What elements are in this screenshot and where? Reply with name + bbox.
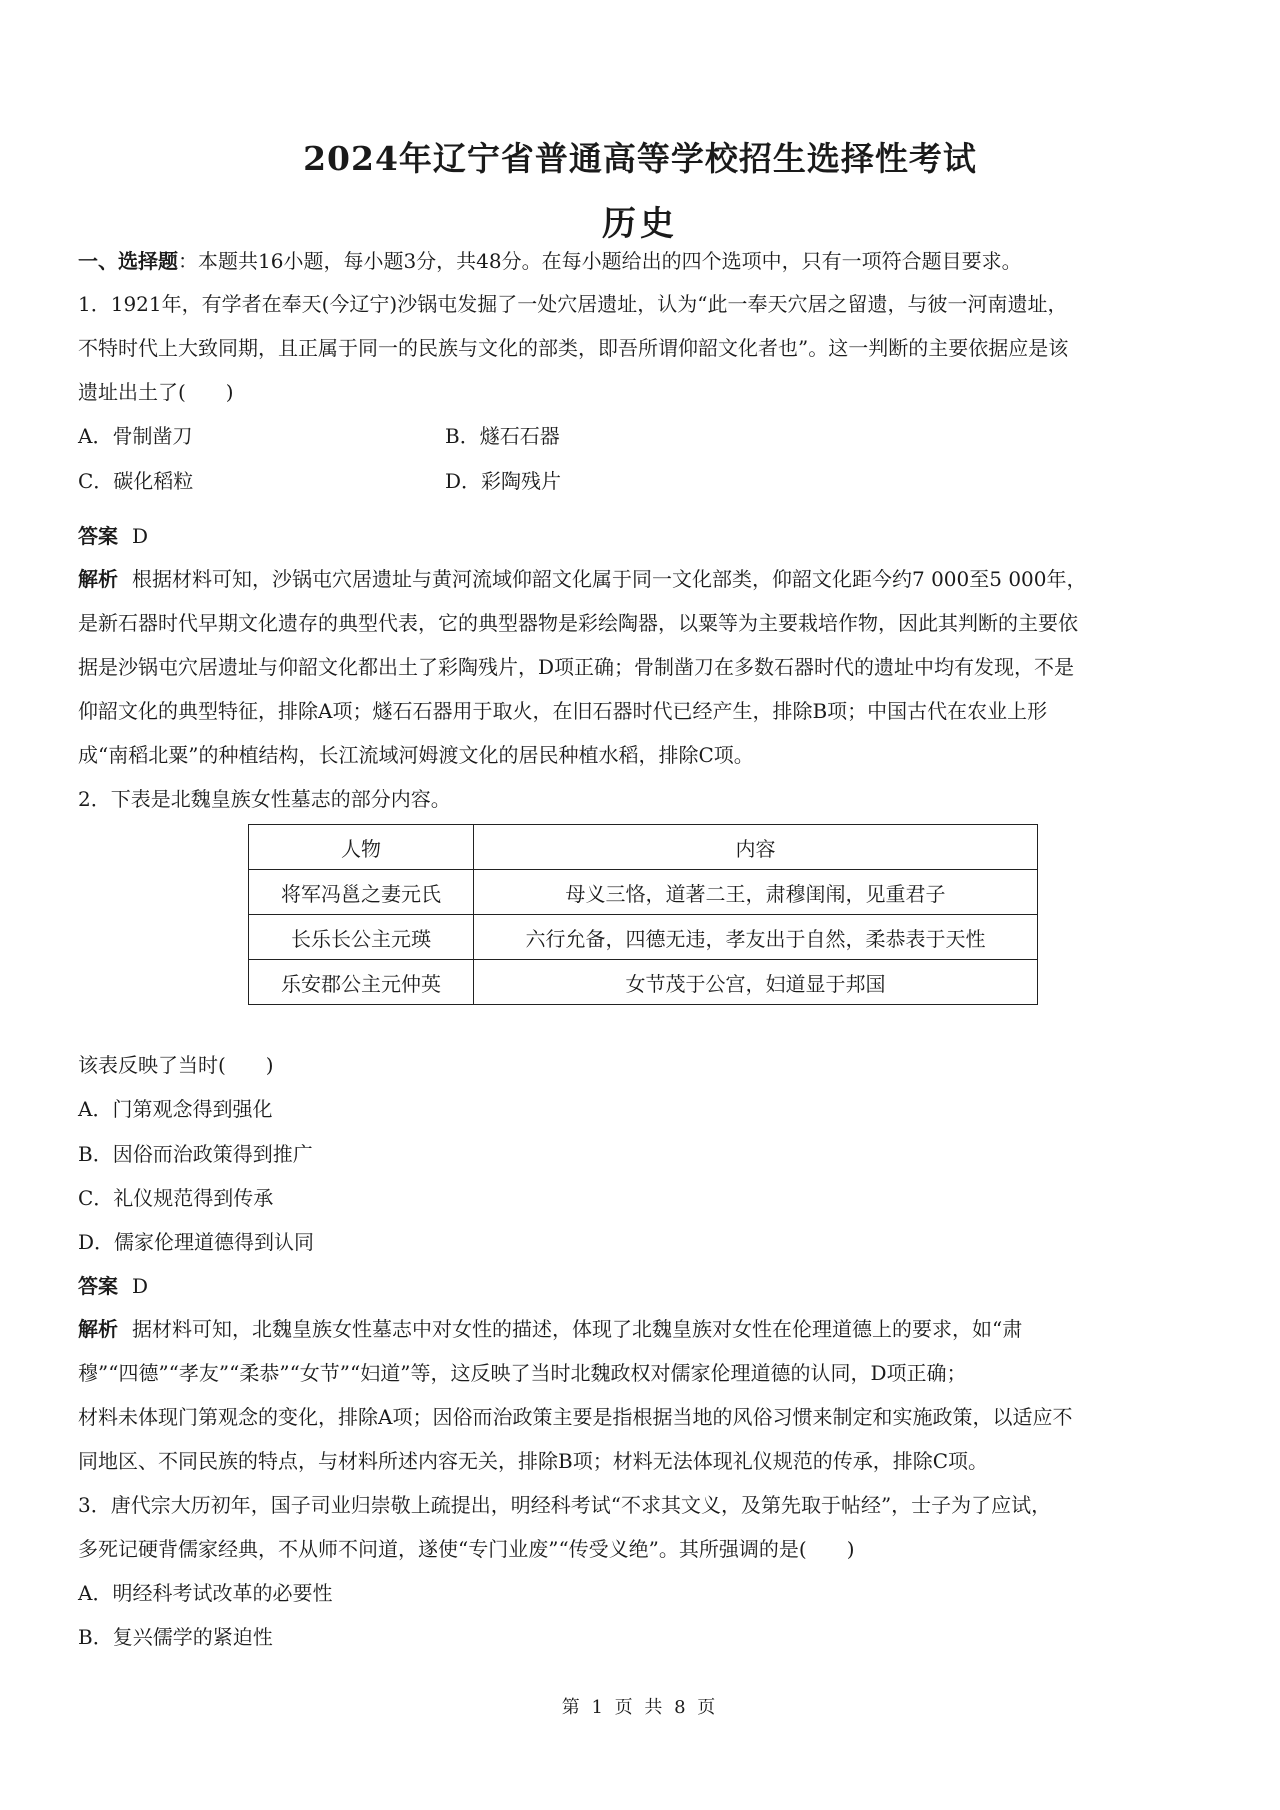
table-cell: 母义三恪，道著二王，肃穆闺闱，见重君子 bbox=[474, 870, 1038, 915]
q1-analysis-line-1 bbox=[78, 565, 1208, 593]
q1-option-d: D．彩陶残片 bbox=[445, 469, 562, 493]
section-instructions bbox=[78, 247, 1208, 275]
q2-option-a: A．门第观念得到强化 bbox=[78, 1097, 273, 1121]
q1-answer-value: D bbox=[132, 524, 149, 548]
q2-analysis-line-3: 材料未体现门第观念的变化，排除A项；因俗而治政策主要是指根据当地的风俗习惯来制定和实施政策，以适应不 bbox=[78, 1405, 1073, 1429]
table-row bbox=[249, 870, 1038, 915]
q3-stem-line-1: 3．唐代宗大历初年，国子司业归崇敬上疏提出，明经科考试“不求其文义，及第先取于帖经”，士子为了应试， bbox=[78, 1493, 1052, 1517]
table-cell: 女节茂于公宫，妇道显于邦国 bbox=[474, 960, 1038, 1005]
q1-analysis-line-5: 成“南稻北粟”的种植结构，长江流域河姆渡文化的居民种植水稻，排除C项。 bbox=[78, 743, 754, 767]
q2-option-c: C．礼仪规范得到传承 bbox=[78, 1186, 274, 1210]
q2-answer bbox=[78, 1272, 1208, 1300]
q1-stem-line-1: 1．1921年，有学者在奉天(今辽宁)沙锅屯发掘了一处穴居遗址，认为“此一奉天穴居之留遗，与彼一河南遗址， bbox=[78, 292, 1068, 316]
table-cell: 六行允备，四德无违，孝友出于自然，柔恭表于天性 bbox=[474, 915, 1038, 960]
q1-answer bbox=[78, 522, 1208, 550]
section-label: 一、选择题 bbox=[78, 249, 178, 273]
section-text: ：本题共16小题，每小题3分，共48分。在每小题给出的四个选项中，只有一项符合题目要求。 bbox=[178, 249, 1022, 273]
q2-stem: 2．下表是北魏皇族女性墓志的部分内容。 bbox=[78, 787, 451, 811]
q2-option-d: D．儒家伦理道德得到认同 bbox=[78, 1230, 315, 1254]
table-cell: 乐安郡公主元仲英 bbox=[249, 960, 474, 1005]
q1-analysis-line-2: 是新石器时代早期文化遗存的典型代表，它的典型器物是彩绘陶器，以粟等为主要栽培作物，因此其判断的主要依 bbox=[78, 611, 1078, 635]
q1-option-c: C．碳化稻粒 bbox=[78, 469, 194, 493]
q3-option-b: B．复兴儒学的紧迫性 bbox=[78, 1625, 273, 1649]
exam-title: 2024年辽宁省普通高等学校招生选择性考试 bbox=[303, 139, 977, 178]
q1-analysis-line-3: 据是沙锅屯穴居遗址与仰韶文化都出土了彩陶残片，D项正确；骨制凿刀在多数石器时代的遗址中均有发现，不是 bbox=[78, 655, 1075, 679]
q2-analysis-line-1 bbox=[78, 1315, 1208, 1343]
q2-analysis-line-4: 同地区、不同民族的特点，与材料所述内容无关，排除B项；材料无法体现礼仪规范的传承，排除C项。 bbox=[78, 1449, 988, 1473]
table-header-row bbox=[249, 825, 1038, 870]
q1-analysis-text-1: 根据材料可知，沙锅屯穴居遗址与黄河流域仰韶文化属于同一文化部类，仰韶文化距今约7 000至5 000年， bbox=[132, 567, 1087, 591]
q2-analysis-text-1: 据材料可知，北魏皇族女性墓志中对女性的描述，体现了北魏皇族对女性在伦理道德上的要求，如“肃 bbox=[132, 1317, 1023, 1341]
q1-option-a: A．骨制凿刀 bbox=[78, 424, 193, 448]
table-row bbox=[249, 915, 1038, 960]
subject-title: 历史 bbox=[602, 204, 678, 244]
q3-option-a: A．明经科考试改革的必要性 bbox=[78, 1581, 333, 1605]
q2-option-b: B．因俗而治政策得到推广 bbox=[78, 1142, 313, 1166]
q1-stem-line-3: 遗址出土了( ) bbox=[78, 380, 234, 404]
table-row bbox=[249, 960, 1038, 1005]
q2-analysis-label: 解析 bbox=[78, 1317, 118, 1341]
epitaph-table bbox=[248, 824, 1038, 1005]
q2-answer-value: D bbox=[132, 1274, 149, 1298]
table-header: 人物 bbox=[249, 825, 474, 870]
q1-analysis-line-4: 仰韶文化的典型特征，排除A项；燧石石器用于取火，在旧石器时代已经产生，排除B项；中国古代在农业上形 bbox=[78, 699, 1048, 723]
q1-stem-line-2: 不特时代上大致同期，且正属于同一的民族与文化的部类，即吾所谓仰韶文化者也”。这一判断的主要依据应是该 bbox=[78, 336, 1069, 360]
q1-answer-label: 答案 bbox=[78, 524, 118, 548]
q1-analysis-label: 解析 bbox=[78, 567, 118, 591]
page-number: 第 1 页 共 8 页 bbox=[561, 1697, 719, 1718]
table-header: 内容 bbox=[474, 825, 1038, 870]
table-cell: 将军冯邕之妻元氏 bbox=[249, 870, 474, 915]
q3-stem-line-2: 多死记硬背儒家经典，不从师不问道，遂使“专门业废”“传受义绝”。其所强调的是( ) bbox=[78, 1537, 855, 1561]
table-cell: 长乐长公主元瑛 bbox=[249, 915, 474, 960]
q2-analysis-line-2: 穆”“四德”“孝友”“柔恭”“女节”“妇道”等，这反映了当时北魏政权对儒家伦理道德的认同，D项正确； bbox=[78, 1361, 967, 1385]
q1-option-b: B．燧石石器 bbox=[445, 424, 560, 448]
q2-answer-label: 答案 bbox=[78, 1274, 118, 1298]
q2-question: 该表反映了当时( ) bbox=[78, 1053, 274, 1077]
